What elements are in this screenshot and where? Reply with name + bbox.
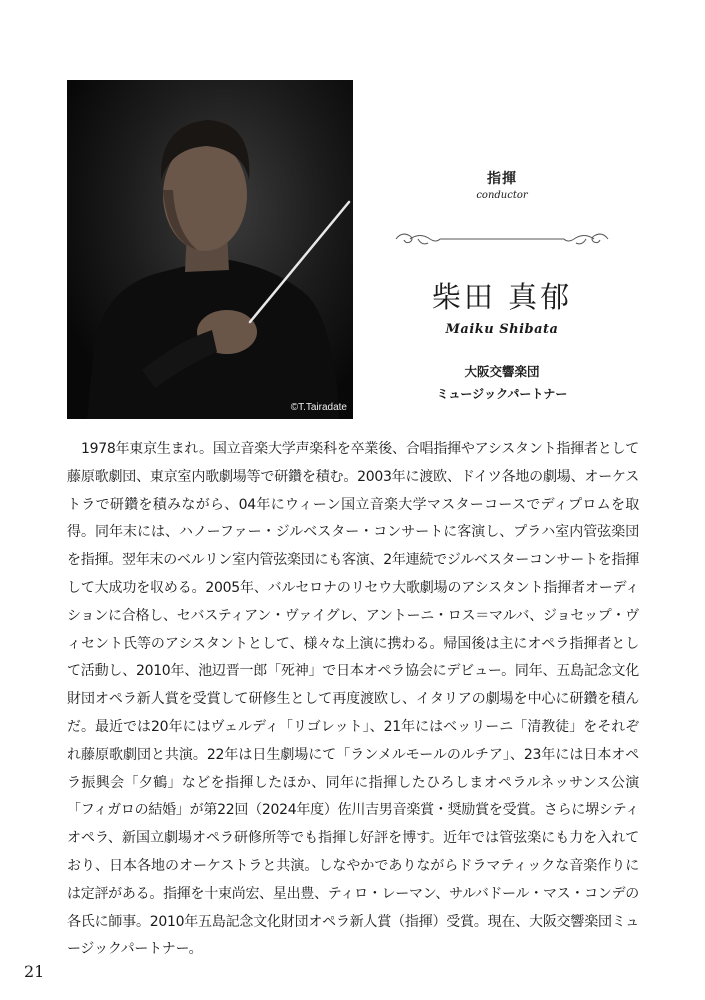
biography: 1978年東京生まれ。国立音楽大学声楽科を卒業後、合唱指揮やアシスタント指揮者として藤原歌劇団、東京室内歌劇場等で研鑽を積む。2003年に渡欧、ドイツ各地の劇場、オーケストラで研鑽を積みながら、04年にウィーン国立音楽大学マスターコースでディプロムを取得。同年末には、ハノーファー・ジルベスター・コンサートに客演し、プラハ室内管弦楽団を指揮。翌年末のベルリン室内管弦楽団にも客演、2年連続でジルベスターコンサートを指揮して大成功を収める。2005年、バルセロナのリセウ大歌劇場のアシスタント指揮者オーディションに合格し、セバスティアン・ヴァイグレ、アントーニ・ロス＝マルバ、ジョセップ・ヴィセント氏等のアシスタントとして、様々な上演に携わる。帰国後は主にオペラ指揮者として活動し、2010年、池辺晋一郎「死神」で日本オペラ協会にデビュー。同年、五島記念文化財団オペラ新人賞を受賞して研修生として再度渡欧し、イタリアの劇場を中心に研鑽を積んだ。最近では20年にはヴェルディ「リゴレット」、21年にはベッリーニ「清教徒」をそれぞれ藤原歌劇団と共演。22年は日生劇場にて「ランメルモールのルチア」、23年には日本オペラ振興会「夕鶴」などを指揮したほか、同年に指揮したひろしまオペラルネッサンス公演「フィガロの結婚」が第22回（2024年度）佐川吉男音楽賞・奨励賞を受賞。さらに堺シティオペラ、新国立劇場オペラ研修所等でも指揮し好評を博す。近年では管弦楽にも力を入れており、日本各地のオーケストラと共演。しなやかでありながらドラマティックな音楽作りには定評がある。指揮を十束尚宏、星出豊、ティロ・レーマン、サルバドール・マス・コンデの各氏に師事。2010年五島記念文化財団オペラ新人賞（指揮）受賞。現在、大阪交響楽団ミュージックパートナー。 bbox=[67, 441, 639, 958]
conductor-photo bbox=[67, 80, 353, 419]
photo-credit: ©T.Tairadate bbox=[290, 402, 347, 413]
organization: 大阪交響楽団 bbox=[464, 364, 540, 379]
conductor-name-ja: 柴田 真郁 bbox=[431, 280, 573, 314]
page-number: 21 bbox=[24, 962, 45, 981]
role-en: conductor bbox=[476, 190, 528, 201]
role-ja: 指揮 bbox=[487, 171, 517, 187]
ornament-divider bbox=[392, 228, 612, 250]
position-title: ミュージックパートナー bbox=[436, 387, 568, 401]
conductor-name-en: Maiku Shibata bbox=[445, 322, 559, 337]
conductor-silhouette bbox=[67, 80, 353, 419]
